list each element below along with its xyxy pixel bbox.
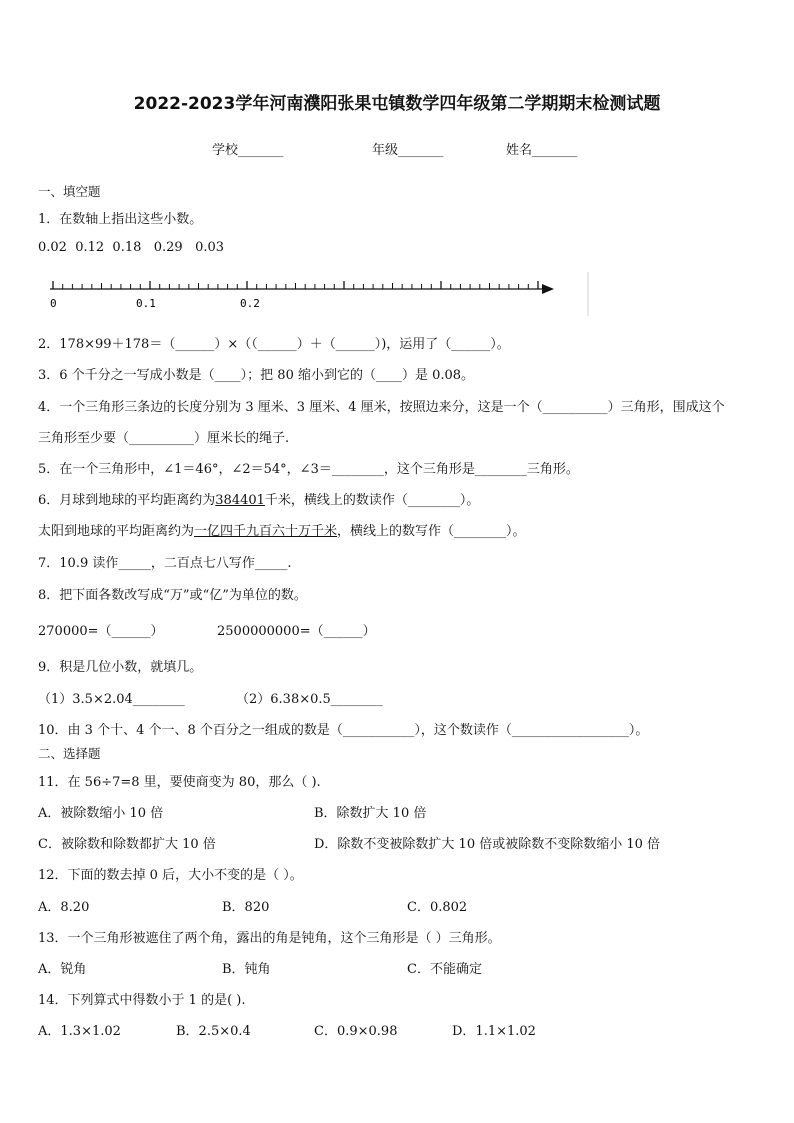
question-9: 9．积是几位小数，就填几。	[38, 660, 203, 675]
q14-option-b[interactable]: B．2.5×0.4	[176, 1024, 251, 1039]
page-title: 2022-2023学年河南濮阳张果屯镇数学四年级第二学期期末检测试题	[133, 94, 661, 114]
q12-option-b[interactable]: B．820	[222, 900, 270, 915]
question-12: 12．下面的数去掉 0 后，大小不变的是（ ）。	[38, 868, 303, 883]
q11-option-a[interactable]: A．被除数缩小 10 倍	[38, 806, 164, 821]
sun-distance-number: 一亿四千九百六十万千米	[194, 524, 338, 539]
q14-option-d[interactable]: D．1.1×1.02	[452, 1024, 536, 1039]
axis-label-0-1: 0.1	[136, 297, 156, 310]
question-3: 3．6 个千分之一写成小数是（____）；把 80 缩小到它的（____）是 0.08。	[38, 368, 475, 383]
q14-option-c[interactable]: C．0.9×0.98	[314, 1024, 398, 1039]
moon-distance-number: 384401	[215, 493, 265, 508]
q12-option-a[interactable]: A．8.20	[38, 900, 90, 915]
question-6-line-1	[38, 489, 479, 508]
q12-option-c[interactable]: C．0.802	[407, 900, 468, 915]
question-11: 11．在 56÷7=8 里，要使商变为 80，那么（ ).	[38, 775, 321, 790]
grade-field[interactable]: 年级_______	[372, 143, 444, 158]
question-8-item-b: 2500000000=（______）	[217, 624, 376, 639]
question-7: 7．10.9 读作_____，二百点七八写作_____.	[38, 556, 292, 571]
question-10: 10．由 3 个十、4 个一、8 个百分之一组成的数是（___________），这个数读作（__________________）。	[38, 723, 649, 738]
q11-option-b[interactable]: B．除数扩大 10 倍	[314, 806, 427, 821]
q14-option-a[interactable]: A．1.3×1.02	[38, 1024, 121, 1039]
name-field[interactable]: 姓名_______	[506, 143, 578, 158]
question-1-numbers: 0.02 0.12 0.18 0.29 0.03	[38, 240, 225, 255]
number-line	[38, 268, 598, 316]
axis-label-0: 0	[50, 297, 57, 310]
question-6-line-2	[38, 520, 526, 539]
question-13: 13．一个三角形被遮住了两个角，露出的角是钝角，这个三角形是（ ）三角形。	[38, 931, 501, 946]
question-6-moon-prefix: 6．月球到地球的平均距离约为	[38, 493, 216, 508]
q11-option-d[interactable]: D．除数不变被除数扩大 10 倍或被除数不变除数缩小 10 倍	[314, 837, 661, 852]
question-6-sun-suffix: ，横线上的数写作（________）。	[337, 524, 526, 539]
question-9-item-1: （1）3.5×2.04________	[38, 692, 185, 707]
q13-option-c[interactable]: C．不能确定	[407, 962, 482, 977]
section-fill-blank-heading: 一、填空题	[38, 184, 101, 199]
question-4-line-2: 三角形至少要（__________）厘米长的绳子.	[38, 431, 290, 446]
number-line-ticks	[53, 281, 538, 289]
question-8-item-a: 270000=（______）	[38, 624, 164, 639]
question-2: 2．178×99＋178＝（______）×（（______）＋（______）)，运用了（______）。	[38, 337, 510, 352]
section-choice-heading: 二、选择题	[38, 746, 101, 761]
question-8: 8．把下面各数改写成“万”或“亿”为单位的数。	[38, 588, 307, 603]
question-5: 5．在一个三角形中，∠1＝46°，∠2＝54°，∠3＝________，这个三角形是________三角形。	[38, 462, 579, 477]
question-6-moon-suffix: 千米，横线上的数读作（________）。	[264, 493, 480, 508]
number-line-arrow-icon	[542, 284, 554, 294]
axis-label-0-2: 0.2	[240, 297, 260, 310]
q11-option-c[interactable]: C．被除数和除数都扩大 10 倍	[38, 837, 216, 852]
school-field[interactable]: 学校_______	[212, 143, 284, 158]
q13-option-a[interactable]: A．锐角	[38, 962, 87, 977]
question-9-item-2: （2）6.38×0.5________	[236, 692, 383, 707]
question-4-line-1: 4．一个三角形三条边的长度分别为 3 厘米、3 厘米、4 厘米，按照边来分，这是一个（__________）三角形，围成这个	[38, 400, 725, 415]
question-6-sun-prefix: 太阳到地球的平均距离约为	[38, 524, 195, 539]
q13-option-b[interactable]: B．钝角	[222, 962, 271, 977]
question-14: 14．下列算式中得数小于 1 的是( ).	[38, 993, 246, 1008]
question-1: 1．在数轴上指出这些小数。	[38, 212, 203, 227]
